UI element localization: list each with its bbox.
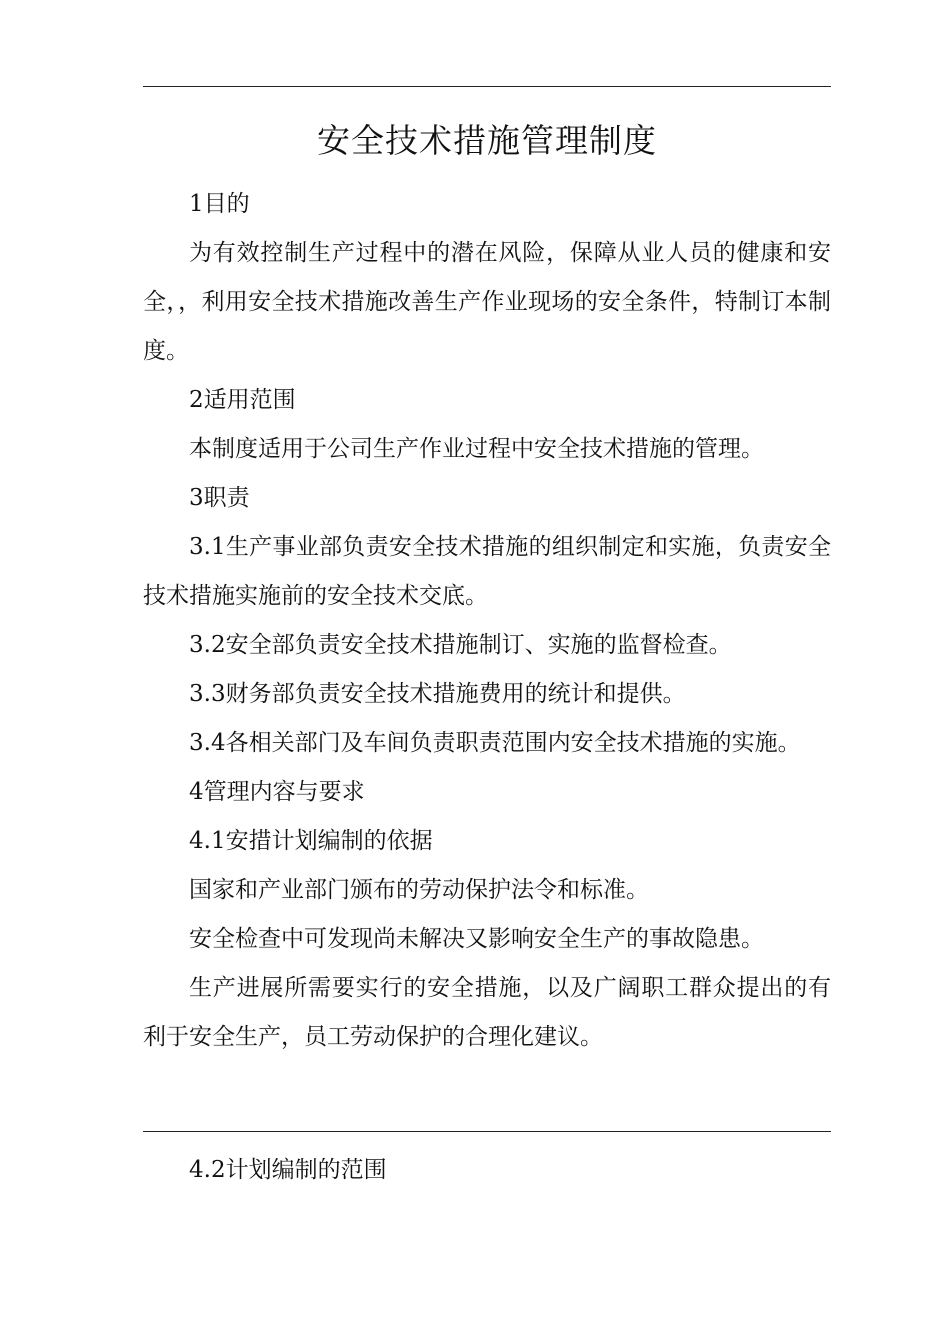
section-heading-management: 4管理内容与要求: [189, 779, 365, 805]
paragraph-basis-3: 生产进展所需要实行的安全措施，以及广阔职工群众提出的有利于安全生产，员工劳动保护的合理化建议。: [143, 975, 831, 1050]
subsection-heading-4-1: 4.1安措计划编制的依据: [189, 828, 433, 854]
document-title: 安全技术措施管理制度: [317, 121, 657, 160]
paragraph-3-2: 3.2安全部负责安全技术措施制订、实施的监督检查。: [189, 632, 732, 658]
paragraph-3-3: 3.3财务部负责安全技术措施费用的统计和提供。: [189, 681, 686, 707]
paragraph-basis-1: 国家和产业部门颁布的劳动保护法令和标准。: [189, 877, 649, 903]
paragraph-scope: 本制度适用于公司生产作业过程中安全技术措施的管理。: [189, 436, 764, 462]
subsection-heading-4-2: 4.2计划编制的范围: [189, 1157, 387, 1183]
document-body: [143, 180, 831, 1062]
next-page-content: [143, 1146, 831, 1195]
section-heading-purpose: 1目的: [189, 191, 250, 217]
section-heading-scope: 2适用范围: [189, 387, 296, 413]
paragraph-3-1: 3.1生产事业部负责安全技术措施的组织制定和实施，负责安全技术措施实施前的安全技术交底。: [143, 534, 831, 609]
section-heading-responsibilities: 3职责: [189, 485, 250, 511]
paragraph-basis-2: 安全检查中可发现尚未解决又影响安全生产的事故隐患。: [189, 926, 764, 952]
paragraph-3-4: 3.4各相关部门及车间负责职责范围内安全技术措施的实施。: [189, 730, 801, 756]
bottom-divider: [143, 1131, 831, 1132]
paragraph-purpose: 为有效控制生产过程中的潜在风险，保障从业人员的健康和安全，，利用安全技术措施改善生产作业现场的安全条件，特制订本制度。: [143, 240, 831, 364]
top-divider: [143, 86, 831, 87]
